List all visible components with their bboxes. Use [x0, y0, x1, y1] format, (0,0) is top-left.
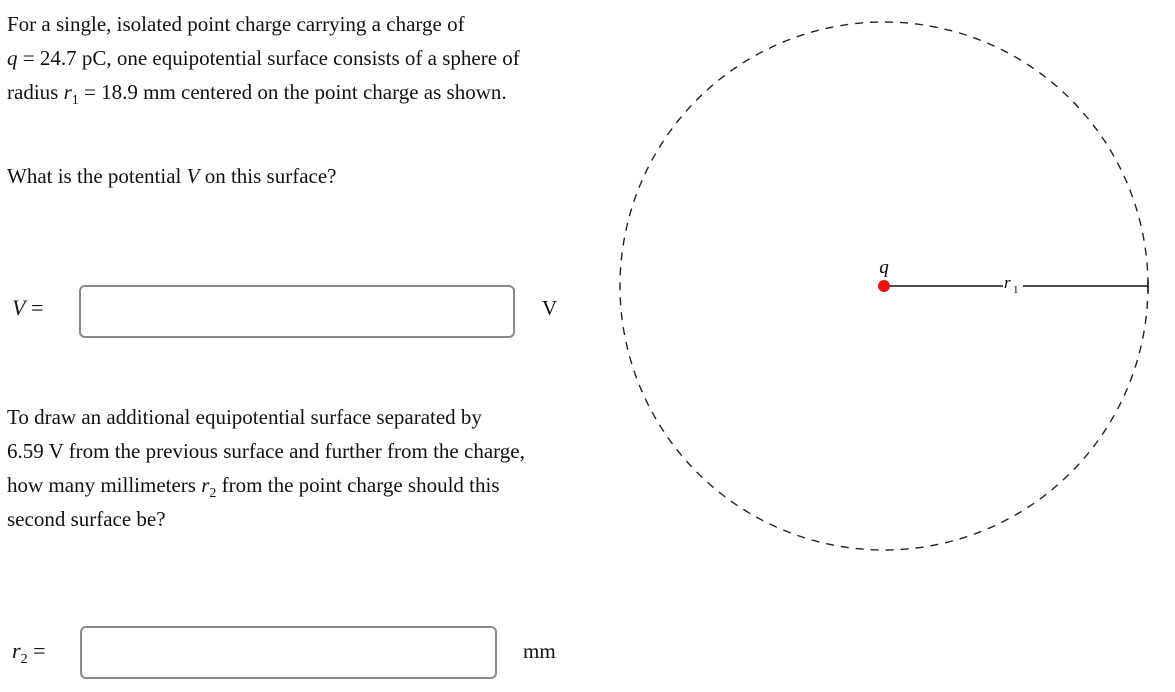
question-2-line-4: second surface be? [7, 507, 166, 531]
question-2-line-3-post: from the point charge should this [216, 473, 500, 497]
r1-subscript: 1 [71, 93, 79, 108]
radius-label-subscript: 2 [20, 652, 28, 667]
question-2-line-2: 6.59 V from the previous surface and further from the charge, [7, 439, 525, 463]
potential-label-eq: = [25, 295, 44, 320]
intro-line-1: For a single, isolated point charge carrying a charge of [7, 12, 465, 36]
radius-label-symbol: r [12, 638, 21, 663]
question-2-line-1: To draw an additional equipotential surface separated by [7, 405, 482, 429]
point-charge [878, 280, 890, 292]
question-2-line-3-pre: how many millimeters [7, 473, 202, 497]
radius-unit: mm [523, 639, 556, 663]
r2-symbol: r [201, 473, 210, 497]
r2-subscript: 2 [209, 486, 217, 501]
radius-word: radius [7, 80, 64, 104]
radius-label-eq: = [27, 638, 46, 663]
potential-label-symbol: V [12, 295, 26, 320]
radius-label-subscript: 1 [1013, 284, 1019, 296]
q-value-text: = 24.7 pC, one equipotential surface consists of a sphere of [17, 46, 520, 70]
potential-unit: V [542, 296, 558, 320]
question-1-pre: What is the potential [7, 164, 187, 188]
radius-label: r [1004, 273, 1011, 292]
q-symbol: q [7, 46, 18, 70]
r-symbol: r [63, 80, 72, 104]
question-1-post: on this surface? [199, 164, 337, 188]
charge-label: q [879, 257, 889, 278]
v-symbol: V [186, 164, 200, 188]
r1-value-text: = 18.9 mm centered on the point charge as shown. [78, 80, 507, 104]
